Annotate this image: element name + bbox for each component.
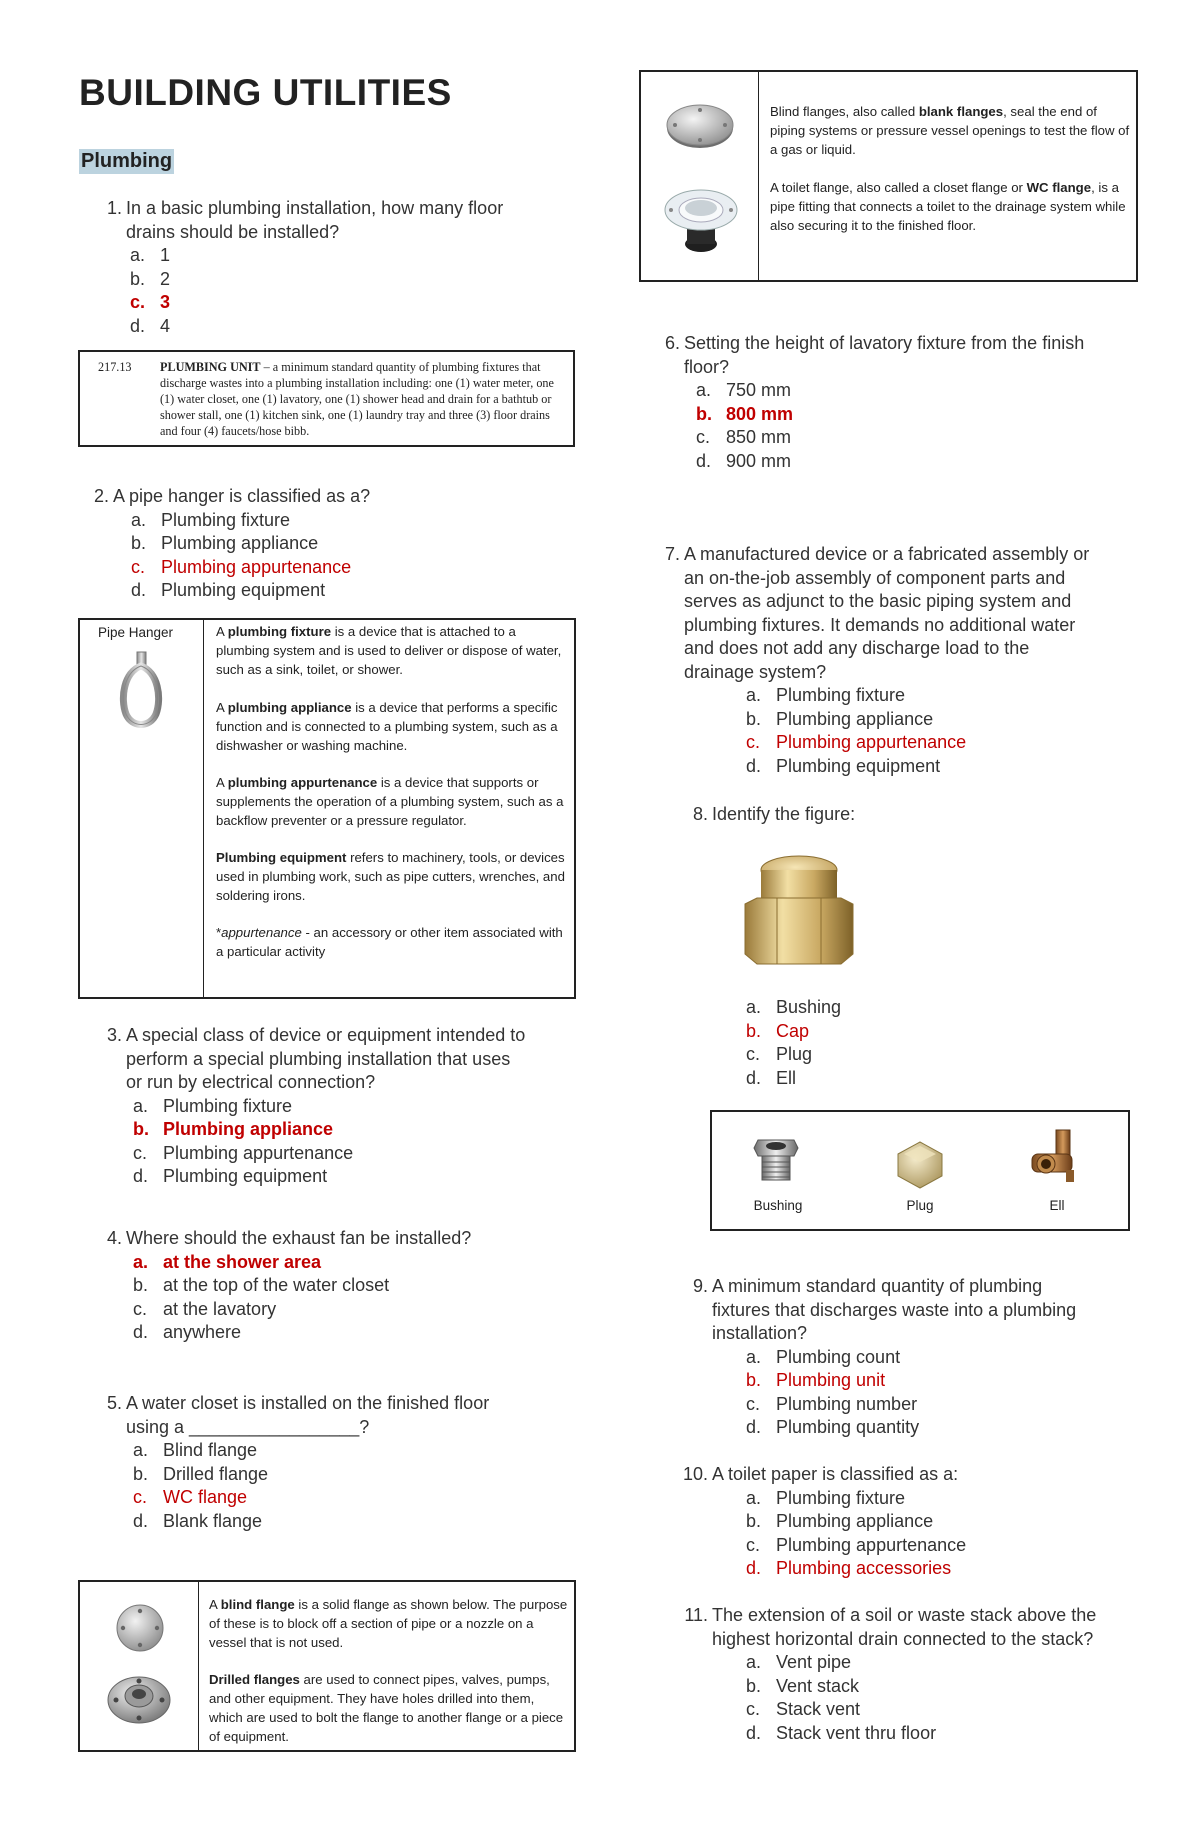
question-text: serves as adjunct to the basic piping system and xyxy=(684,591,1072,611)
option-d: d. Plumbing equipment xyxy=(746,755,941,776)
bushing-label: Bushing xyxy=(753,1198,803,1213)
option-a: a. Bushing xyxy=(746,997,842,1017)
question-11 xyxy=(684,1604,1182,1745)
option-d: d. 4 xyxy=(130,315,171,336)
option-a: a. 1 xyxy=(130,245,171,265)
ell-image xyxy=(1026,1128,1090,1186)
option-c: c. 850 mm xyxy=(696,427,792,447)
question-text: The extension of a soil or waste stack above the xyxy=(712,1605,1097,1625)
blind-flange-text: Blind flanges, also called blank flanges, seal the end of piping systems or pressure vessel openings to test the flow of a gas or liquid. A toilet flange, also called a closet flange or WC flange, is a pipe fitting that connects a toilet to the drainage system while also securing it to the finished floor. xyxy=(770,104,1130,233)
fittings-figure xyxy=(710,1110,1130,1231)
option-a: a. Plumbing fixture xyxy=(746,685,906,705)
option-b: b. Plumbing appliance xyxy=(746,1511,934,1531)
option-d-answer: d. Plumbing accessories xyxy=(746,1558,952,1578)
question-number: 8. xyxy=(692,804,708,824)
question-6 xyxy=(664,332,1164,473)
option-c-answer: c. Plumbing appurtenance xyxy=(746,732,967,752)
question-text: using a _________________? xyxy=(126,1416,370,1437)
definitions-table xyxy=(78,618,576,999)
pipe-hanger-label: Pipe Hanger xyxy=(98,625,174,640)
question-text: A pipe hanger is classified as a? xyxy=(113,486,371,506)
option-a: a. Plumbing fixture xyxy=(131,509,291,530)
option-c-answer: c. Plumbing appurtenance xyxy=(131,556,352,577)
option-b-answer: b. 800 mm xyxy=(696,403,794,424)
question-text: plumbing fixtures. It demands no additional water xyxy=(684,614,1076,635)
question-3 xyxy=(106,1024,596,1189)
option-a: a. Plumbing count xyxy=(746,1346,901,1367)
question-5 xyxy=(106,1392,596,1533)
question-8 xyxy=(692,803,1172,827)
question-text: and does not add any discharge load to the xyxy=(684,638,1030,658)
question-7 xyxy=(664,543,1164,778)
question-number: 10. xyxy=(682,1464,708,1484)
option-d: d. Plumbing equipment xyxy=(131,580,326,600)
question-text: A water closet is installed on the finished floor xyxy=(126,1393,490,1413)
question-text: A special class of device or equipment intended to xyxy=(126,1025,526,1045)
question-number: 1. xyxy=(106,198,122,218)
option-d: d. Plumbing equipment xyxy=(133,1166,328,1186)
question-text: drainage system? xyxy=(684,661,827,682)
question-number: 4. xyxy=(106,1228,122,1248)
option-b-answer: b. Cap xyxy=(746,1020,810,1041)
plumbing-unit-excerpt xyxy=(78,350,575,447)
question-text: A toilet paper is classified as a: xyxy=(712,1464,959,1484)
question-number: 2. xyxy=(93,486,109,506)
question-10 xyxy=(682,1463,1172,1581)
option-b-answer: b. Plumbing appliance xyxy=(133,1119,334,1139)
option-b: b. Plumbing appliance xyxy=(746,708,934,729)
question-text: highest horizontal drain connected to the stack? xyxy=(712,1628,1094,1649)
definitions-text: A plumbing fixture is a device that is attached to a plumbing system and is used to deliver or dispose of water, such as a sink, toilet, or shower. A plumbing appliance is a device that performs a specific function and is connected to a plumbing system, such as a dishwasher or washing machine. A plumbing appurtenance is a device that supports or supplements the operation of a plumbing system, such as a backflow preventer or a pressure regulator. Plumbing equipment refers to machinery, tools, or devices used in plumbing work, such as pipe cutters, wrenches, and soldering irons. *appurtenance - an accessory or other item associated with a particular activity xyxy=(216,624,565,959)
option-a: a. Plumbing fixture xyxy=(746,1487,906,1508)
question-text: an on-the-job assembly of component parts and xyxy=(684,567,1066,588)
option-c: c. Plumbing appurtenance xyxy=(133,1142,354,1163)
question-text: drains should be installed? xyxy=(126,221,340,242)
blind-flange-photo xyxy=(665,102,735,150)
option-c: c. at the lavatory xyxy=(133,1298,277,1319)
flare-cap-image xyxy=(733,842,865,974)
option-d: d. anywhere xyxy=(133,1322,242,1342)
flange-definitions-table xyxy=(78,1580,576,1752)
question-8-options xyxy=(712,996,1172,1090)
question-text: Setting the height of lavatory fixture from the finish xyxy=(684,333,1085,353)
option-a-answer: a. at the shower area xyxy=(133,1251,322,1272)
question-text: A manufactured device or a fabricated assembly or xyxy=(684,544,1090,564)
page-title: BUILDING UTILITIES xyxy=(79,72,452,113)
option-b: b. Plumbing appliance xyxy=(131,533,319,553)
question-4 xyxy=(106,1227,596,1345)
question-text: Identify the figure: xyxy=(712,804,856,824)
blind-flange-table xyxy=(639,70,1138,282)
ell-label: Ell xyxy=(1049,1198,1065,1213)
option-b-answer: b. Plumbing unit xyxy=(746,1370,886,1390)
question-number: 3. xyxy=(106,1025,122,1045)
question-number: 9. xyxy=(692,1276,708,1296)
option-c: c. Stack vent xyxy=(746,1699,861,1719)
question-text: fixtures that discharges waste into a plumbing xyxy=(712,1299,1077,1320)
question-number: 5. xyxy=(106,1393,122,1413)
option-c-answer: c. 3 xyxy=(130,292,171,312)
option-a: a. Vent pipe xyxy=(746,1652,852,1672)
bushing-image xyxy=(752,1134,800,1184)
option-a: a. Plumbing fixture xyxy=(133,1095,293,1116)
option-c: c. Plumbing number xyxy=(746,1393,918,1414)
option-d: d. 900 mm xyxy=(696,450,792,471)
option-c-answer: c. WC flange xyxy=(133,1487,248,1507)
question-text: Where should the exhaust fan be installed? xyxy=(126,1228,472,1248)
drilled-flange-image xyxy=(106,1670,172,1726)
question-text: floor? xyxy=(684,356,730,377)
option-b: b. Drilled flange xyxy=(133,1463,269,1484)
option-a: a. Blind flange xyxy=(133,1440,258,1460)
option-c: c. Plumbing appurtenance xyxy=(746,1534,967,1555)
option-b: b. Vent stack xyxy=(746,1675,860,1696)
question-number: 7. xyxy=(664,544,680,564)
question-number: 6. xyxy=(664,333,680,353)
option-c: c. Plug xyxy=(746,1044,813,1064)
question-number: 11. xyxy=(684,1605,708,1625)
flange-definitions-text: A blind flange is a solid flange as shown below. The purpose of these is to block off a section of pipe or a nozzle on a vessel that is not used. Drilled flanges are used to connect pipes, valves, pumps, and other equipment. They have holes drilled into them, which are used to bolt the flange to another flange or a piece of equipment. xyxy=(209,1597,568,1744)
question-text: perform a special plumbing installation that uses xyxy=(126,1048,511,1069)
pipe-hanger-image xyxy=(118,650,164,730)
question-text: In a basic plumbing installation, how many floor xyxy=(126,198,504,218)
question-text: or run by electrical connection? xyxy=(126,1072,376,1092)
question-9 xyxy=(692,1275,1172,1440)
plug-label: Plug xyxy=(906,1198,934,1213)
option-a: a. 750 mm xyxy=(696,380,792,400)
option-d: d. Ell xyxy=(746,1067,797,1088)
option-b: b. at the top of the water closet xyxy=(133,1275,390,1295)
option-d: d. Stack vent thru floor xyxy=(746,1722,937,1743)
option-d: d. Blank flange xyxy=(133,1510,263,1531)
option-d: d. Plumbing quantity xyxy=(746,1417,920,1437)
section-heading: Plumbing xyxy=(81,150,173,172)
question-text: installation? xyxy=(712,1323,808,1343)
question-1 xyxy=(106,197,606,338)
plug-image xyxy=(890,1132,950,1192)
blind-flange-image xyxy=(114,1602,166,1654)
question-2 xyxy=(93,485,573,603)
excerpt-heading: PLUMBING UNIT xyxy=(160,360,261,374)
excerpt-body: – a minimum standard quantity of plumbing fixtures that discharge wastes into a plumbing installation including: one (1) water meter, one (1) water closet, one (1) lavatory, one (1) shower head and drain for a bathtub or shower stall, one (1) kitchen sink, one (1) laundry tray and three (3) floor drains and four (4) faucets/hose bibb. xyxy=(160,360,554,438)
excerpt-section-number: 217.13 xyxy=(98,360,132,374)
wc-flange-photo xyxy=(663,184,739,256)
question-text: A minimum standard quantity of plumbing xyxy=(712,1276,1043,1296)
option-b: b. 2 xyxy=(130,268,171,289)
